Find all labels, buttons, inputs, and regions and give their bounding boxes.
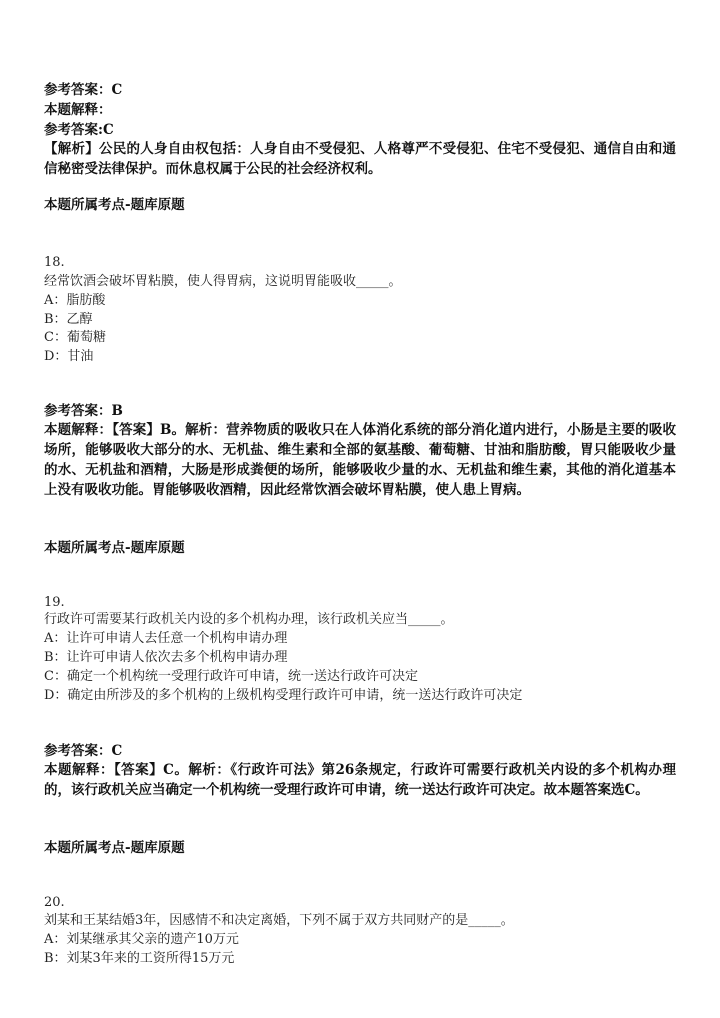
q20-stem: 刘某和王某结婚3年，因感情不和决定离婚，下列不属于双方共同财产的是_____。 xyxy=(44,913,514,928)
q19-stem: 行政许可需要某行政机关内设的多个机构办理，该行政机关应当_____。 xyxy=(44,612,454,627)
q17-explain-label: 本题解释： xyxy=(44,102,112,118)
q20-option-b: B：刘某3年来的工资所得15万元 xyxy=(44,951,235,966)
q20-number: 20. xyxy=(44,895,65,910)
q18-topic: 本题所属考点-题库原题 xyxy=(44,540,185,556)
q19-option-b: B：让许可申请人依次去多个机构申请办理 xyxy=(44,650,288,665)
q18-option-d: D：甘油 xyxy=(44,349,94,364)
q17-analysis: 【解析】公民的人身自由权包括：人身自由不受侵犯、人格尊严不受侵犯、住宅不受侵犯、通信自由和通信秘密受法律保护。而休息权属于公民的社会经济权利。 xyxy=(44,141,676,177)
q19-option-d: D：确定由所涉及的多个机构的上级机构受理行政许可申请，统一送达行政许可决定 xyxy=(44,688,523,703)
q19-explanation: 本题解释：【答案】C。解析：《行政许可法》第26条规定，行政许可需要行政机关内设的多个机构办理的，该行政机关应当确定一个机构统一受理行政许可申请，统一送达行政许可决定。故本题答案选C。 xyxy=(44,762,676,798)
q18-option-c: C：葡萄糖 xyxy=(44,330,106,345)
q18-explanation: 本题解释：【答案】B。解析：营养物质的吸收只在人体消化系统的部分消化道内进行，小肠是主要的吸收场所，能够吸收大部分的水、无机盐、维生素和全部的氨基酸、葡萄糖、甘油和脂肪酸，胃只能吸收少量的水、无机盐和酒精，大肠是形成粪便的场所，能够吸收少量的水、无机盐和维生素，其他的消化道基本上没有吸收功能。胃能够吸收酒精，因此经常饮酒会破坏胃粘膜，使人患上胃病。 xyxy=(44,422,676,498)
q18-stem: 经常饮酒会破坏胃粘膜，使人得胃病，这说明胃能吸收_____。 xyxy=(44,274,402,289)
q19-number: 19. xyxy=(44,595,65,610)
q17-answer-repeat: 参考答案:C xyxy=(44,122,114,138)
q19-option-c: C：确定一个机构统一受理行政许可申请，统一送达行政许可决定 xyxy=(44,669,418,684)
q17-topic: 本题所属考点-题库原题 xyxy=(44,197,185,213)
q18-number: 18. xyxy=(44,255,65,270)
q20-option-a: A：刘某继承其父亲的遗产10万元 xyxy=(44,932,239,947)
q17-answer: 参考答案：C xyxy=(44,82,123,98)
q18-answer: 参考答案：B xyxy=(44,403,123,419)
q18-option-a: A：脂肪酸 xyxy=(44,293,106,308)
q19-option-a: A：让许可申请人去任意一个机构申请办理 xyxy=(44,631,288,646)
q18-option-b: B：乙醇 xyxy=(44,312,93,327)
q19-topic: 本题所属考点-题库原题 xyxy=(44,840,185,856)
q19-answer: 参考答案：C xyxy=(44,743,123,759)
